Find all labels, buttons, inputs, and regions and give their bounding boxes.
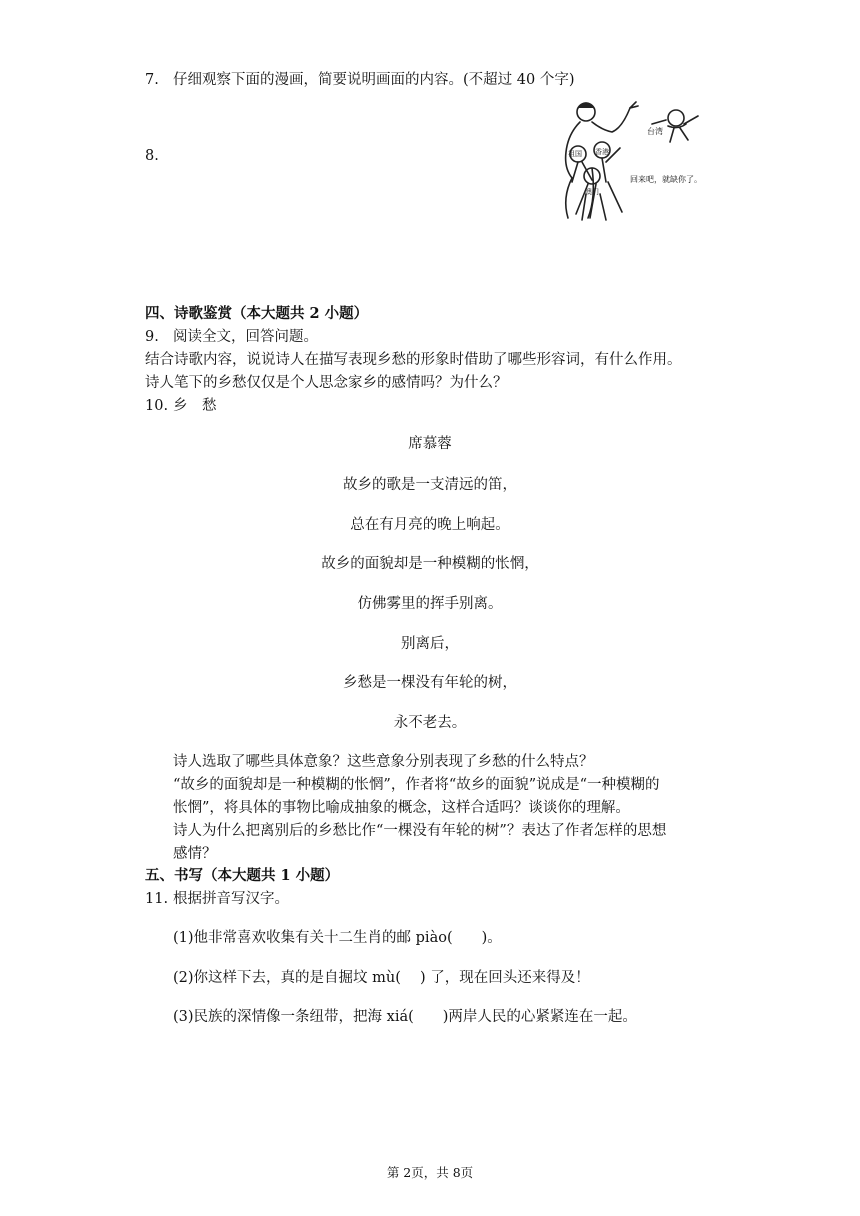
q10-sub-b-line2: 怅惘”，将具体的事物比喻成抽象的概念，这样合适吗？谈谈你的理解。 [173,800,630,816]
comic-drawing [548,98,728,238]
comic-illustration [548,98,728,238]
poem-line-1: 故乡的歌是一支清远的笛， [343,477,517,493]
question-number: 9. [145,329,159,345]
poem-line-5: 别离后， [401,636,459,652]
question-10 [145,394,217,415]
question-text: 仔细观察下面的漫画，简要说明画面的内容。(不超过 40 个字) [173,72,575,88]
poem-line-2: 总在有月亮的晚上响起。 [350,517,510,533]
page-footer: 第 2页，共 8页 [386,1165,474,1180]
question-11 [145,887,289,908]
section-4-title: 四、诗歌鉴赏（本大题共 2 小题） [145,305,369,322]
poem-line-4: 仿佛雾里的挥手别离。 [357,596,503,612]
label-zuguo: 祖国 [568,150,582,158]
poem-author: 席慕蓉 [408,436,452,452]
label-taiwan: 台湾 [647,127,663,136]
question-7 [145,68,574,89]
poem-title: 乡 愁 [173,398,217,414]
question-text: 阅读全文，回答问题。 [173,329,318,345]
question-number: 10. [145,398,169,414]
label-macau: 澳门 [585,188,599,196]
question-text: 根据拼音写汉字。 [173,891,289,907]
q11-sentence-1: (1)他非常喜欢收集有关十二生肖的邮 piào( )。 [173,930,502,946]
comic-caption: 回来吧，就缺你了。 [630,175,702,184]
poem-line-3: 故乡的面貌却是一种模糊的怅惘， [321,556,539,572]
q10-sub-c-line1: 诗人为什么把离别后的乡愁比作“一棵没有年轮的树”？表达了作者怎样的思想 [173,823,667,839]
q10-sub-b-line1: “故乡的面貌却是一种模糊的怅惘”，作者将“故乡的面貌”说成是“一种模糊的 [173,777,660,793]
poem-line-6: 乡愁是一棵没有年轮的树， [343,675,517,691]
poem-line-7: 永不老去。 [393,715,467,731]
q11-sentence-2: (2)你这样下去，真的是自掘坟 mù( ) 了，现在回头还来得及！ [173,970,590,986]
section-5-title: 五、书写（本大题共 1 小题） [145,867,340,884]
q11-sentence-3: (3)民族的深情像一条纽带，把海 xiá( )两岸人民的心紧紧连在一起。 [173,1009,637,1025]
question-number: 8. [145,148,159,164]
q10-sub-a: 诗人选取了哪些具体意象？这些意象分别表现了乡愁的什么特点？ [173,754,594,770]
q9-sub-2: 诗人笔下的乡愁仅仅是个人思念家乡的感情吗？为什么？ [145,375,508,391]
question-number: 7. [145,72,159,88]
label-hk: 香港 [595,148,609,156]
q10-sub-c-line2: 感情？ [173,846,217,862]
q9-sub-1: 结合诗歌内容，说说诗人在描写表现乡愁的形象时借助了哪些形容词，有什么作用。 [145,352,682,368]
question-9 [145,325,318,346]
question-8 [145,148,173,164]
question-number: 11. [145,891,169,907]
